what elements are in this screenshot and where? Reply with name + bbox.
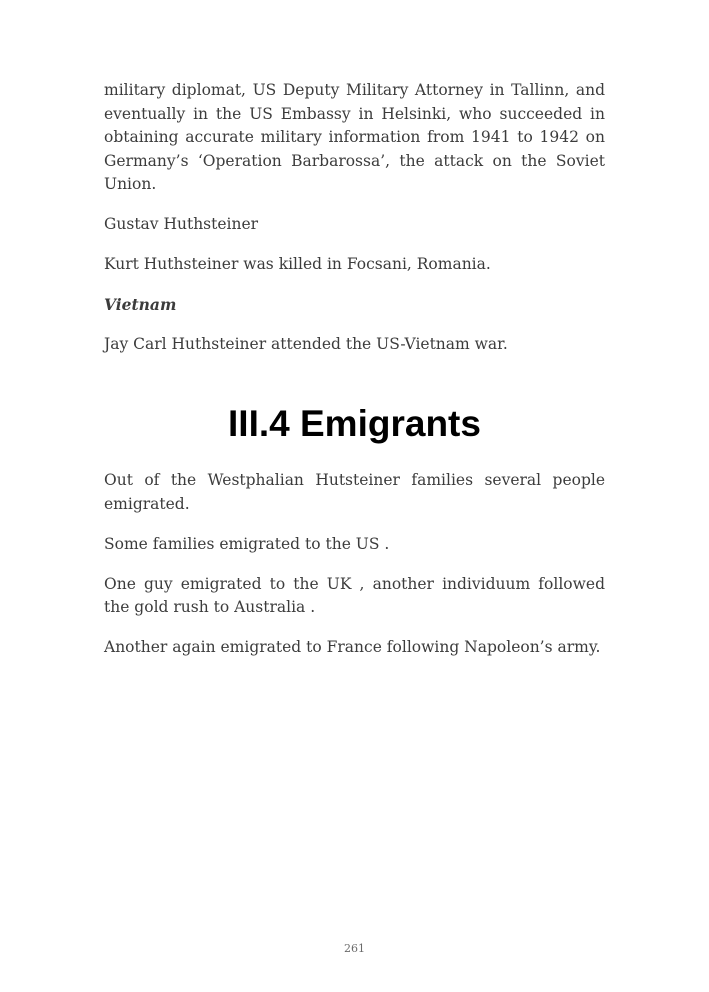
page-number: 261	[344, 942, 365, 955]
subheading-vietnam: Vietnam	[104, 295, 177, 314]
paragraph-jay: Jay Carl Huthsteiner attended the US-Vietnam war.	[104, 335, 508, 353]
paragraph-gustav: Gustav Huthsteiner	[104, 215, 259, 233]
paragraph-westphalian: Out of the Westphalian Hutsteiner families several people emigrated.	[104, 471, 605, 513]
paragraph-france: Another again emigrated to France following Napoleon’s army.	[104, 638, 601, 656]
paragraph-military-diplomat: military diplomat, US Deputy Military Attorney in Tallinn, and eventually in the US Embassy in Helsinki, who succeeded in obtaining accurate military information from 1941 to 1942 on Germany’s ‘Operation Barbarossa’, the attack on the Soviet Union.	[104, 81, 605, 193]
paragraph-kurt: Kurt Huthsteiner was killed in Focsani, Romania.	[104, 255, 491, 273]
section-military-service	[104, 79, 605, 373]
section-emigrants	[104, 469, 605, 676]
paragraph-us: Some families emigrated to the US .	[104, 534, 390, 553]
paragraph-uk-australia: One guy emigrated to the UK , another individuum followed the gold rush to Australia .	[104, 574, 605, 616]
chapter-heading: III.4 Emigrants	[228, 403, 481, 444]
